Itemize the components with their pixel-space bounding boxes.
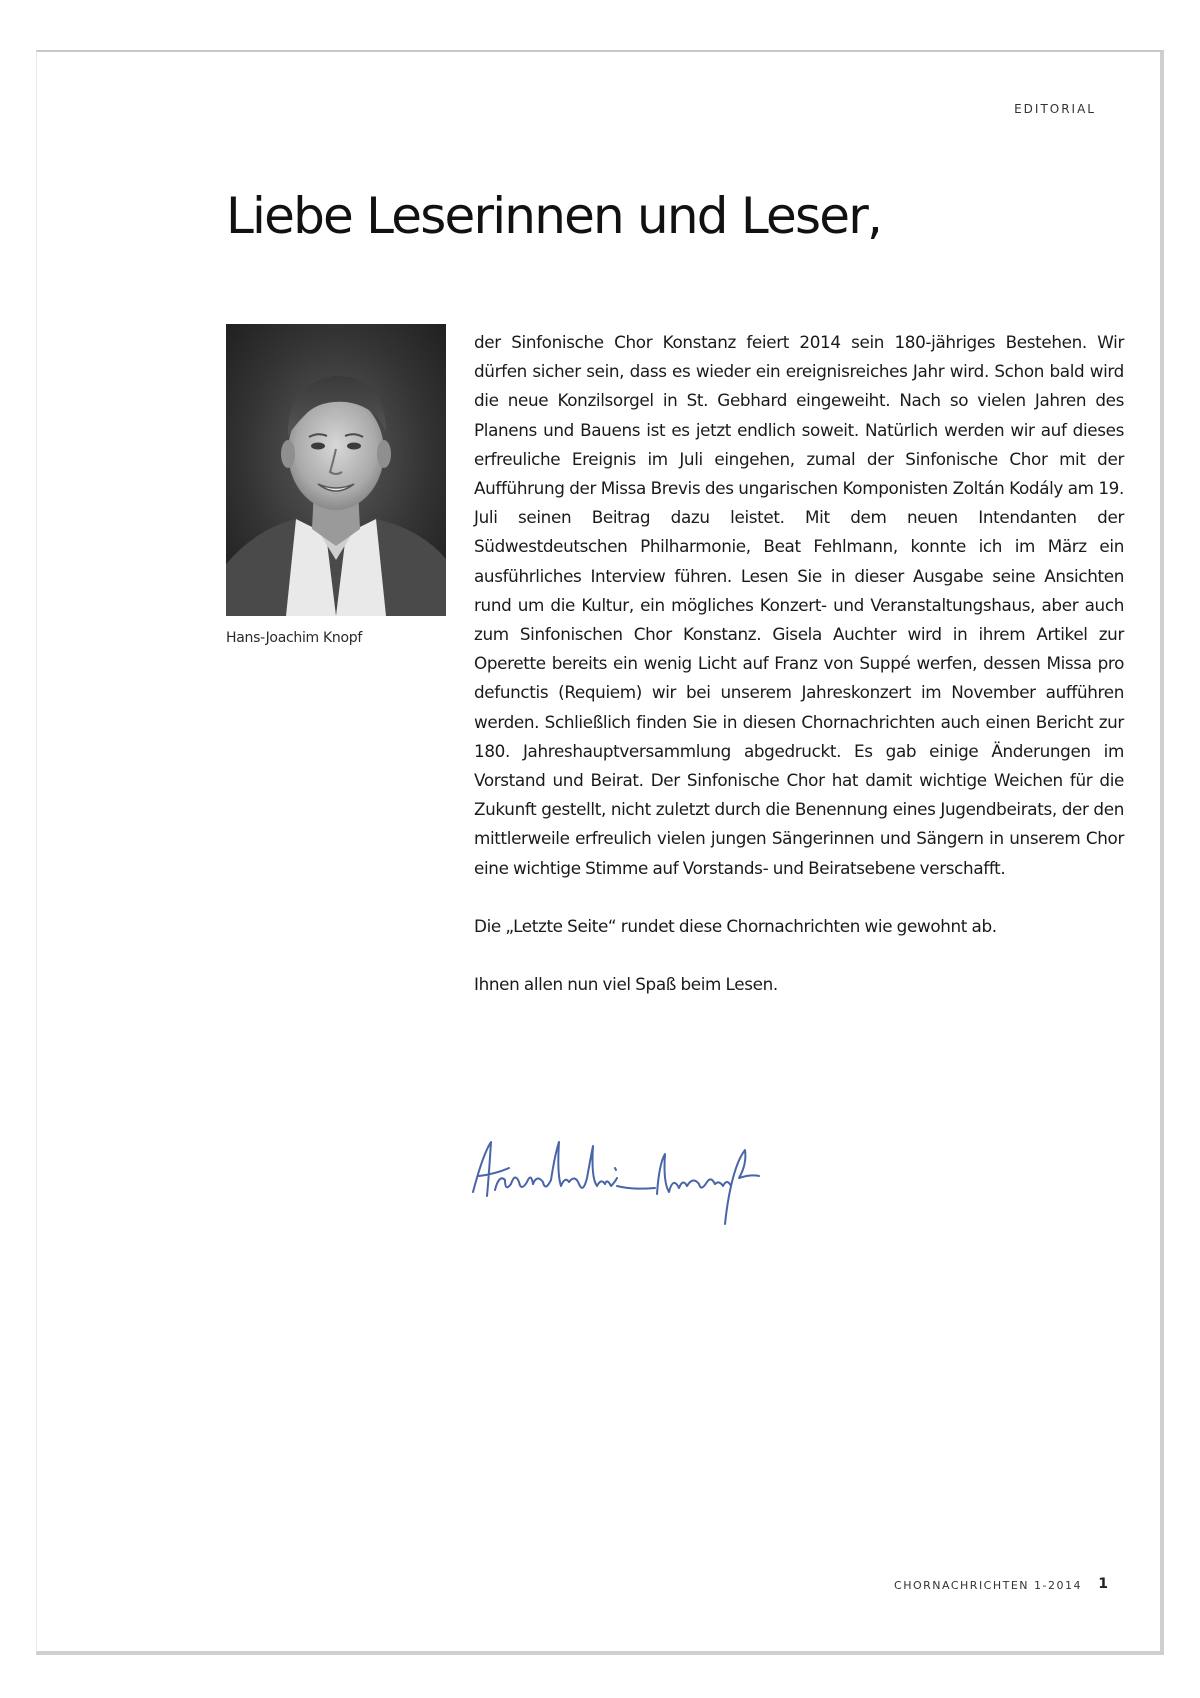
paragraph-intro: der Sinfonische Chor Konstanz feiert 2014 sein 180-jähriges Bestehen. Wir dürfen sicher sein, dass es wieder ein ereignisreiches Jahr wird. Schon bald wird die neue Konzilsorgel in St. Gebhard eingeweiht. Nach so vielen Jahren des Planens und Bauens ist es jetzt endlich soweit. Natürlich werden wir auf dieses erfreuliche Ereignis im Juli eingehen, zumal der Sinfonische Chor mit der Aufführung der Missa Brevis des ungarischen Komponisten Zoltán Kodály am 19. Juli seinen Beitrag dazu leistet. Mit dem neuen Intendanten der Südwestdeutschen Philharmonie, Beat Fehlmann, konnte ich im März ein ausführliches Interview führen. Lesen Sie in dieser Ausgabe seine Ansichten rund um die Kultur, ein mögliches Konzert- und Veranstaltungshaus, aber auch zum Sinfonischen Chor Konstanz. Gisela Auchter wird in ihrem Artikel zur Operette bereits ein wenig Licht auf Franz von Suppé werfen, dessen Missa pro defunctis (Requiem) wir bei unserem Jahreskonzert im November aufführen werden. Schließlich finden Sie in diesen Chornachrichten auch einen Bericht zur 180. Jahreshauptversammlung abgedruckt. Es gab einige Änderungen im Vorstand und Beirat. Der Sinfonische Chor hat damit wichtige Weichen für die Zukunft gestellt, nicht zuletzt durch die Benennung eines Jugendbeirats, der den mittlerweile erfreulich vielen jungen Sängerinnen und Sängern in unserem Chor eine wichtige Stimme auf Vorstands- und Beiratsebene verschafft. (474, 332, 1124, 878)
article-body (474, 328, 1124, 1028)
page-title: Liebe Leserinnen und Leser, (226, 187, 882, 245)
document-page (36, 50, 1164, 1655)
signature-image (465, 1134, 765, 1234)
paragraph-closing: Ihnen allen nun viel Spaß beim Lesen. (474, 974, 778, 995)
paragraph-last-page: Die „Letzte Seite“ rundet diese Chornachrichten wie gewohnt ab. (474, 915, 997, 936)
author-photo (226, 324, 446, 616)
page-number: 1 (1098, 1576, 1108, 1592)
photo-caption: Hans-Joachim Knopf (226, 630, 362, 646)
portrait-photo-icon (226, 324, 446, 616)
publication-label: CHORNACHRICHTEN 1-2014 (894, 1579, 1082, 1592)
section-label: EDITORIAL (1014, 102, 1096, 116)
